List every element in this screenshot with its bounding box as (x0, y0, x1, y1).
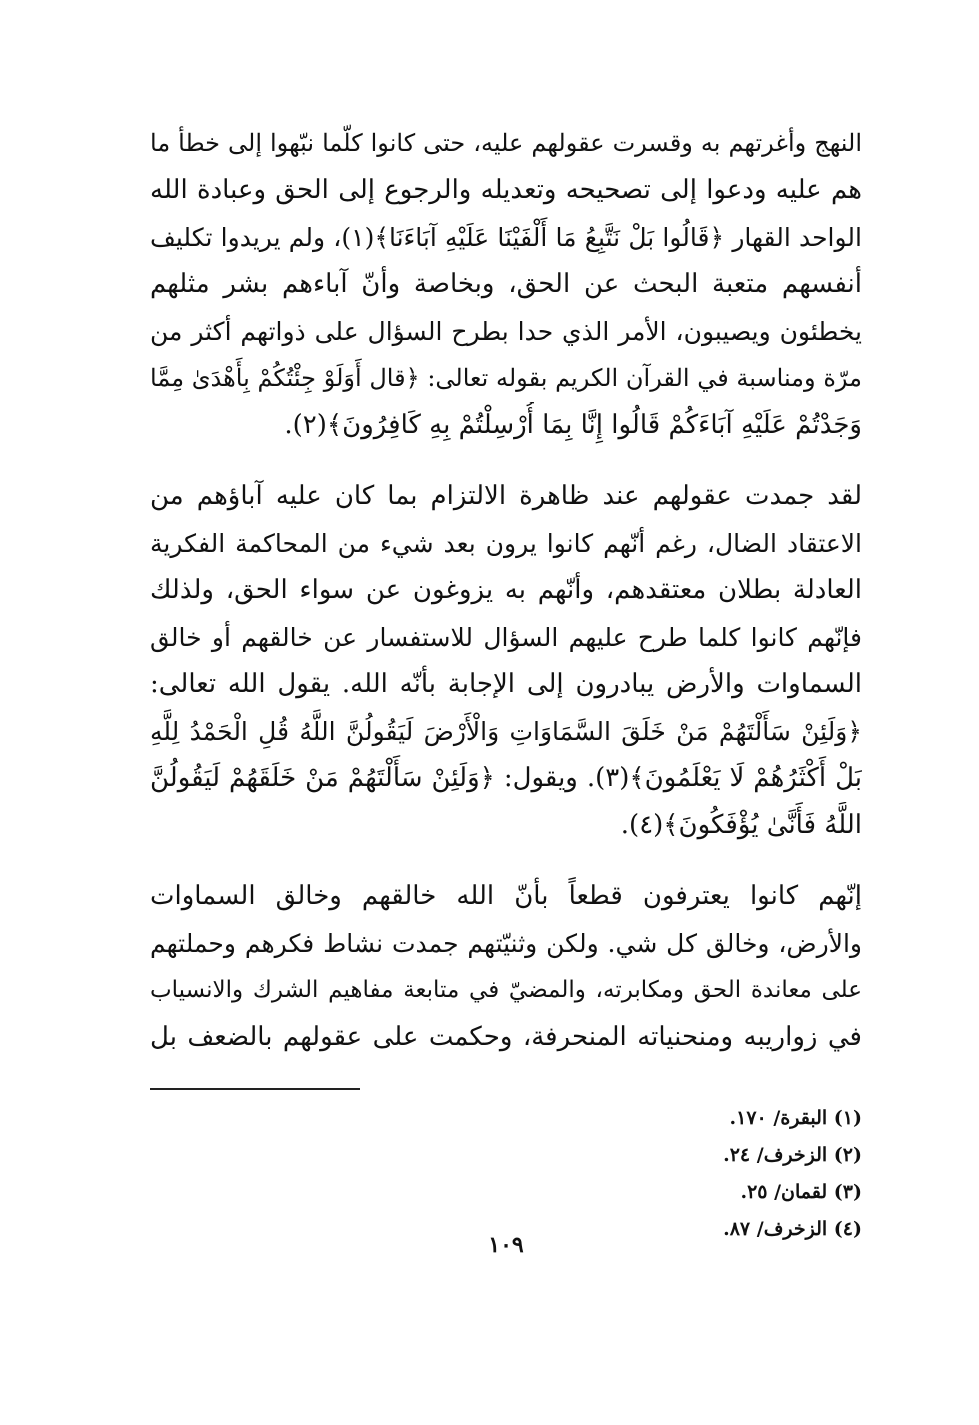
footnote-divider (150, 1088, 360, 1090)
text-line: إنّهم كانوا يعترفون قطعاً بأنّ الله خالقهم وخالق السماوات (150, 881, 862, 911)
text-line: لقد جمدت عقولهم عند ظاهرة الالتزام بما كان عليه آباؤهم من (150, 481, 862, 511)
text-line: والأرض، وخالق كل شي. ولكن وثنيّتهم جمدت نشاط فكرهم وحملتهم (150, 929, 862, 958)
book-page (150, 120, 862, 1300)
text-line: فإنّهم كانوا كلما طرح عليهم السؤال للاستفسار عن خالقهم أو خالق (150, 623, 862, 652)
text-line: في زواريبه ومنحنياته المنحرفة، وحكمت على عقولهم بالضعف بل (150, 1022, 862, 1052)
text-line: اللَّهُ فَأَنَّىٰ يُؤْفَكُونَ﴾(٤). (620, 810, 862, 840)
text-line: ﴿وَلَئِنْ سَأَلْتَهُمْ مَنْ خَلَقَ السَّمَاوَاتِ وَالْأَرْضَ لَيَقُولُنَّ اللَّهُ قُلِ الْحَمْدُ لِلَّهِ (150, 717, 862, 746)
text-line: يخطئون ويصيبون، الأمر الذي حدا بطرح السؤال على ذواتهم أكثر من (150, 317, 862, 346)
footnote-item: (٤) الزخرف/ ٨٧. (723, 1218, 862, 1240)
text-line: وَجَدْتُمْ عَلَيْهِ آبَاءَكُمْ قَالُوا إِنَّا بِمَا أُرْسِلْتُمْ بِهِ كَافِرُونَ﴾(٢). (284, 410, 862, 440)
text-line: مرّة ومناسبة في القرآن الكريم بقوله تعالى: ﴿قال أَوَلَوْ جِئْتُكُمْ بِأَهْدَىٰ مِمَّا (150, 364, 862, 392)
footnotes (150, 1100, 862, 1248)
text-line: أنفسهم متعبة البحث عن الحق، وبخاصة وأنّ آباءهم بشر مثلهم (150, 269, 862, 299)
text-line: الواحد القهار ﴿قَالُوا بَلْ نَتَّبِعُ مَا أَلْفَيْنَا عَلَيْهِ آبَاءَنَا﴾(١)، ولم يريدوا تكليف (150, 223, 862, 252)
text-line: الاعتقاد الضال، رغم أنّهم كانوا يرون بعد شيء من المحاكمة الفكرية (150, 529, 862, 558)
paragraph-2 (150, 473, 862, 849)
text-line: بَلْ أَكْثَرُهُمْ لَا يَعْلَمُونَ﴾(٣). ويقول: ﴿وَلَئِنْ سَأَلْتَهُمْ مَنْ خَلَقَهُمْ لَيَقُولُنَّ (150, 763, 862, 793)
footnote-item: (٣) لقمان/ ٢٥. (740, 1181, 862, 1203)
footnote-item: (٢) الزخرف/ ٢٤. (723, 1144, 862, 1166)
text-line: السماوات والأرض يبادرون إلى الإجابة بأنّه الله. يقول الله تعالى: (150, 669, 862, 699)
text-line: النهج وأغرتهم به وقسرت عقولهم عليه، حتى كانوا كلّما نبّهوا إلى خطأ ما (150, 129, 862, 157)
text-line: على معاندة الحق ومكابرته، والمضيّ في متابعة مفاهيم الشرك والانسياب (150, 977, 862, 1003)
text-line: هم عليه ودعوا إلى تصحيحه وتعديله والرجوع إلى الحق وعبادة الله (150, 175, 862, 205)
page-number: ١٠٩ (488, 1232, 524, 1258)
text-line: العادلة بطلان معتقدهم، وأنّهم به يزوغون عن سواء الحق، ولذلك (150, 575, 862, 605)
footnote-item: (١) البقرة/ ١٧٠. (729, 1107, 862, 1129)
paragraph-3 (150, 873, 862, 1061)
paragraph-1 (150, 120, 862, 449)
